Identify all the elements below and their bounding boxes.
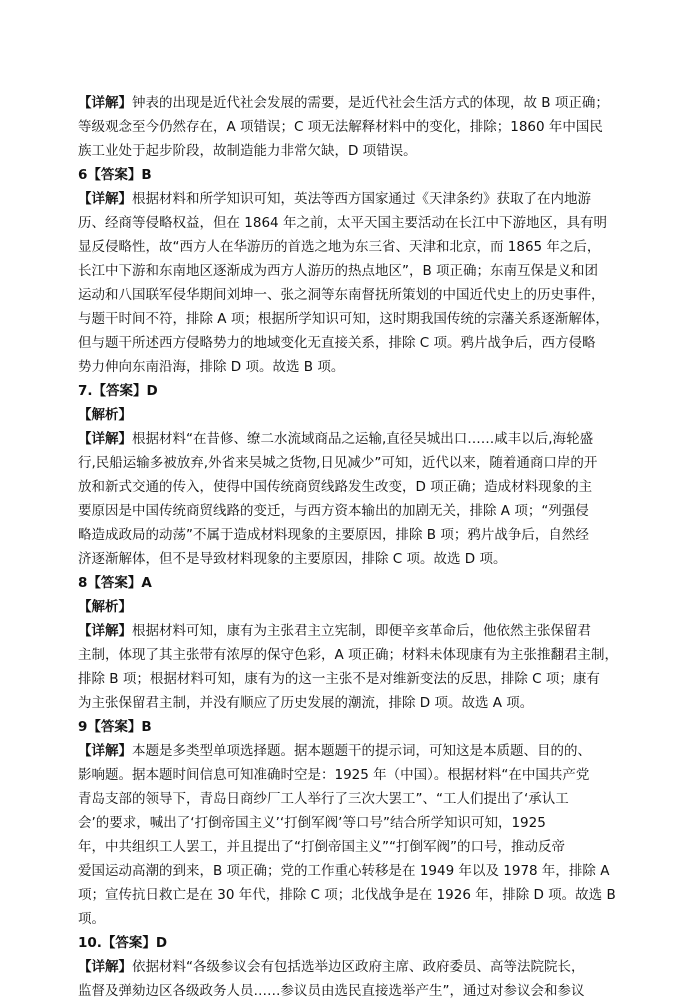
line-text: A (141, 575, 152, 591)
line-text: 钟表的出现是近代社会发展的需要，是近代社会生活方式的体现，故 B 项正确； (132, 95, 609, 111)
text-line (78, 307, 628, 331)
answer-header-line (78, 715, 628, 739)
line-text: 长江中下游和东南地区逐渐成为西方人游历的热点地区”，B 项正确；东南互保是义和团 (78, 263, 599, 279)
answer-header-line (78, 163, 628, 187)
question-number: 6 (78, 167, 88, 183)
line-text: 根据材料可知，康有为主张君主立宪制，即便辛亥革命后，他依然主张保留君 (132, 623, 591, 639)
section-tag: 【详解】 (78, 743, 132, 759)
text-line (78, 859, 628, 883)
section-tag: 【解析】 (78, 407, 132, 423)
line-text: B (141, 167, 152, 183)
line-text: 族工业处于起步阶段，故制造能力非常欠缺，D 项错误。 (78, 143, 417, 159)
section-tag: 【答案】 (92, 383, 147, 399)
line-text: 根据材料“在昔修、缭二水流域商品之运输,直径吴城出口……咸丰以后,海轮盛 (132, 431, 594, 447)
section-tag: 【解析】 (78, 599, 132, 615)
line-text: 要原因是中国传统商贸线路的变迁，与西方资本输出的加剧无关，排除 A 项；“列强侵 (78, 503, 589, 519)
line-text: 本题是多类型单项选择题。据本题题干的提示词，可知这是本质题、目的的、 (132, 743, 591, 759)
text-line (78, 331, 628, 355)
text-line (78, 691, 628, 715)
line-text: B (141, 719, 152, 735)
question-number: 7. (78, 383, 93, 399)
text-line (78, 211, 628, 235)
text-line (78, 811, 628, 835)
line-text: 为主张保留君主制，并没有顺应了历史发展的潮流，排除 D 项。故选 A 项。 (78, 695, 534, 711)
text-line (78, 403, 628, 427)
section-tag: 【答案】 (101, 935, 156, 951)
section-tag: 【详解】 (78, 959, 132, 975)
section-tag: 【答案】 (87, 575, 142, 591)
line-text: 爱国运动高潮的到来，B 项正确；党的工作重心转移是在 1949 年以及 1978 年，排除 A (78, 863, 610, 879)
text-line (78, 355, 628, 379)
line-text: 影响题。据本题时间信息可知准确时空是：1925 年（中国）。根据材料“在中国共产党 (78, 767, 590, 783)
line-text: 项。 (78, 911, 105, 927)
section-tag: 【详解】 (78, 431, 132, 447)
line-text: 与题干时间不符，排除 A 项；根据所学知识可知，这时期我国传统的宗藩关系逐渐解体， (78, 311, 609, 327)
text-line (78, 787, 628, 811)
line-text: 年，中共组织工人罢工，并且提出了“打倒帝国主义”“打倒军阀”的口号，推动反帝 (78, 839, 565, 855)
line-text: 但与题干所述西方侵略势力的地域变化无直接关系，排除 C 项。鸦片战争后，西方侵略 (78, 335, 596, 351)
text-line (78, 499, 628, 523)
section-tag: 【详解】 (78, 623, 132, 639)
line-text: 监督及弹劾边区各级政务人员……参议员由选民直接选举产生”，通过对参议会和参议 (78, 983, 585, 999)
line-text: 运动和八国联军侵华期间刘坤一、张之洞等东南督抚所策划的中国近代史上的历史事件， (78, 287, 605, 303)
text-line (78, 835, 628, 859)
line-text: 项；宣传抗日救亡是在 30 年代，排除 C 项；北伐战争是在 1926 年，排除 D 项。故选 B (78, 887, 616, 903)
line-text: 排除 B 项；根据材料可知，康有为的这一主张不是对维新变法的反思，排除 C 项；康有 (78, 671, 600, 687)
text-line (78, 523, 628, 547)
text-line (78, 763, 628, 787)
text-line (78, 907, 628, 931)
text-line (78, 187, 628, 211)
text-line (78, 595, 628, 619)
text-line (78, 259, 628, 283)
text-line (78, 235, 628, 259)
text-line (78, 643, 628, 667)
line-text: 略造成政局的动荡”不属于造成材料现象的主要原因，排除 B 项；鸦片战争后，自然经 (78, 527, 589, 543)
answer-header-line (78, 931, 628, 955)
text-line (78, 115, 628, 139)
answer-header-line (78, 379, 628, 403)
text-line (78, 667, 628, 691)
line-text: D (146, 383, 158, 399)
line-text: 显反侵略性，故“西方人在华游历的首选之地为东三省、天津和北京，而 1865 年之后， (78, 239, 601, 255)
line-text: 济逐渐解体，但不是导致材料现象的主要原因，排除 C 项。故选 D 项。 (78, 551, 507, 567)
text-line (78, 475, 628, 499)
text-line (78, 619, 628, 643)
section-tag: 【答案】 (87, 719, 142, 735)
line-text: D (155, 935, 168, 951)
answer-header-line (78, 571, 628, 595)
line-text: 根据材料和所学知识可知，英法等西方国家通过《天津条约》获取了在内地游 (132, 191, 591, 207)
question-number: 10. (78, 935, 102, 951)
section-tag: 【答案】 (87, 167, 142, 183)
text-line (78, 427, 628, 451)
question-number: 9 (78, 719, 88, 735)
text-line (78, 91, 628, 115)
text-line (78, 139, 628, 163)
line-text: 青岛支部的领导下，青岛日商纱厂工人举行了三次大罢工”、“工人们提出了‘承认工 (78, 791, 569, 807)
section-tag: 【详解】 (78, 191, 132, 207)
line-text: 势力伸向东南沿海，排除 D 项。故选 B 项。 (78, 359, 345, 375)
line-text: 主制，体现了其主张带有浓厚的保守色彩，A 项正确；材料未体现康有为主张推翻君主制， (78, 647, 619, 663)
line-text: 历、经商等侵略权益，但在 1864 年之前，太平天国主要活动在长江中下游地区，具有明 (78, 215, 607, 231)
text-line (78, 547, 628, 571)
text-line (78, 283, 628, 307)
section-tag: 【详解】 (78, 95, 132, 111)
question-number: 8 (78, 575, 88, 591)
answer-text-body (78, 91, 628, 1003)
text-line (78, 955, 628, 979)
line-text: 行,民船运输多被放弃,外省来吴城之货物,日见减少”可知，近代以来，随着通商口岸的开 (78, 455, 598, 471)
text-line (78, 451, 628, 475)
line-text: 依据材料“各级参议会有包括选举边区政府主席、政府委员、高等法院院长， (132, 959, 585, 975)
line-text: 等级观念至今仍然存在，A 项错误；C 项无法解释材料中的变化，排除；1860 年中国民 (78, 119, 603, 135)
line-text: 放和新式交通的传入，使得中国传统商贸线路发生改变，D 项正确；造成材料现象的主 (78, 479, 593, 495)
text-line (78, 739, 628, 763)
text-line (78, 979, 628, 1003)
line-text: 会’的要求，喊出了‘打倒帝国主义’‘打倒军阀’等口号”结合所学知识可知，1925 (78, 815, 546, 831)
text-line (78, 883, 628, 907)
